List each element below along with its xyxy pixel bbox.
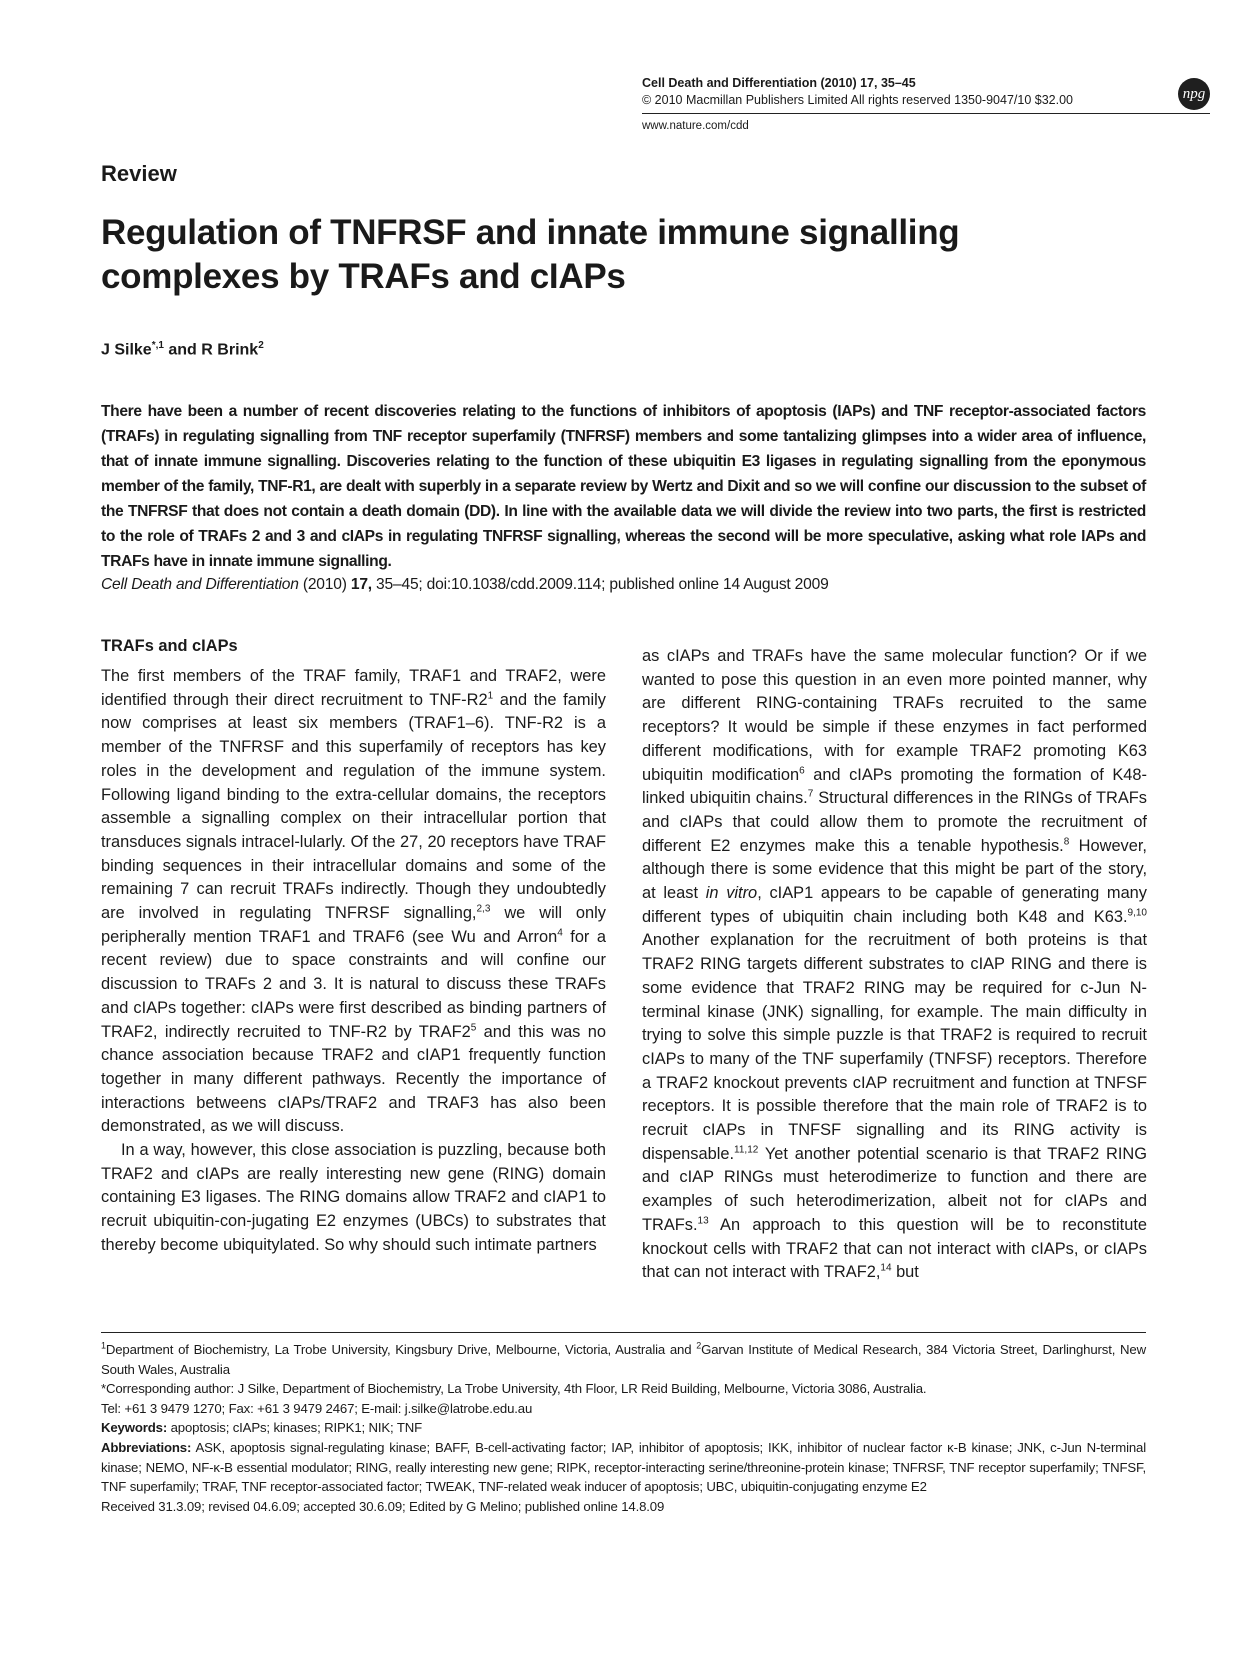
body-text: , cIAP1 appears to be capable of generating many different types of ubiquitin chain including both K48 and K63.	[642, 884, 1147, 926]
reference-mark[interactable]: 9,10	[1127, 907, 1147, 919]
citation-year: (2010)	[298, 576, 351, 593]
body-paragraph	[101, 665, 606, 1139]
reference-mark[interactable]: 13	[697, 1215, 709, 1227]
journal-citation: Cell Death and Differentiation (2010) 17, 35–45	[642, 76, 916, 90]
reference-mark[interactable]: 6	[799, 765, 805, 777]
copyright-line: © 2010 Macmillan Publishers Limited All rights reserved 1350-9047/10 $32.00	[642, 93, 1073, 107]
reference-mark[interactable]: 2,3	[476, 903, 491, 915]
body-text: we will only peripherally mention TRAF1 and TRAF6 (see Wu and Arron	[101, 904, 606, 946]
body-text: and the family now comprises at least six members (TRAF1–6). TNF-R2 is a member of the TNFRSF and this superfamily of receptors has key roles in the development and regulation of the immune system. Following ligand binding to the extra-cellular domains, the receptors assemble a signalling complex on their intracellular portion that transduces signals intracel-lularly. Of the 27, 20 receptors have TRAF binding sequences in their intracellular domains and some of the remaining 7 can recruit TRAFs indirectly. Though they undoubtedly are involved in regulating TNFRSF signalling,	[101, 690, 606, 923]
footer-divider	[101, 1332, 1146, 1333]
affiliations	[101, 1340, 1146, 1379]
reference-mark[interactable]: 4	[557, 927, 563, 939]
reference-mark[interactable]: 1	[487, 690, 494, 702]
reference-mark[interactable]: 14	[880, 1262, 892, 1274]
author-conjunction: and	[163, 341, 202, 359]
body-text: and cIAPs promoting the formation of K48-linked ubiquitin chains.	[642, 765, 1147, 808]
citation-details: 35–45; doi:10.1038/cdd.2009.114; published online 14 August 2009	[371, 576, 829, 593]
reference-mark[interactable]: 5	[470, 1022, 477, 1034]
npg-logo-icon: npg	[1178, 78, 1210, 110]
abstract: There have been a number of recent discoveries relating to the functions of inhibitors of apoptosis (IAPs) and TNF receptor-associated factors (TRAFs) in regulating signalling from TNF receptor superfamily (TNFRSF) members and some tantalizing glimpses into a wider area of influence, that of innate immune signalling. Discoveries relating to the function of these ubiquitin E3 ligases in regulating signalling from the eponymous member of the family, TNF-R1, are dealt with superbly in a separate review by Wertz and Dixit and so we will confine our discussion to the subset of the TNFRSF that does not contain a death domain (DD). In line with the available data we will divide the review into two parts, the first is restricted to the role of TRAFs 2 and 3 and cIAPs in regulating TNFRSF signalling, whereas the second will be more speculative, asking what role IAPs and TRAFs have in innate immune signalling.	[101, 403, 1146, 570]
body-text: However, although there is some evidence that this might be part of the story, at least	[642, 836, 1147, 903]
author-affil-mark: 2	[258, 340, 264, 351]
affiliation-text: Garvan Institute of Medical Research, 384 Victoria Street, Darlinghurst, New South Wales, Australia	[101, 1342, 1146, 1377]
keywords	[101, 1418, 1146, 1438]
affil-mark: 1	[101, 1340, 106, 1351]
author-list	[101, 340, 264, 359]
citation-volume: 17,	[350, 576, 372, 593]
section-label: Review	[101, 161, 177, 186]
received-dates: Received 31.3.09; revised 04.6.09; accepted 30.6.09; Edited by G Melino; published online 14.8.09	[101, 1498, 665, 1514]
body-text: for a recent review) due to space constraints and will confine our discussion to TRAFs 2 and 3. It is natural to discuss these TRAFs and cIAPs together: cIAPs were first described as binding partners of TRAF2, indirectly recruited to TNF-R2 by TRAF2	[101, 927, 606, 1041]
contact-info: Tel: +61 3 9479 1270; Fax: +61 3 9479 2467; E-mail: j.silke@latrobe.edu.au	[101, 1400, 533, 1416]
author-name: J Silke	[101, 341, 152, 359]
header-divider	[642, 113, 1210, 114]
corresponding-author: *Corresponding author: J Silke, Department of Biochemistry, La Trobe University, 4th Floor, LR Reid Building, Melbourne, Victoria 3086, Australia.	[101, 1381, 927, 1397]
body-text: Another explanation for the recruitment of both proteins is that TRAF2 RING targets different substrates to cIAP RING and there is some evidence that TRAF2 RING may be required for c-Jun N-terminal kinase (JNK) signalling, for example. The main difficulty in trying to solve this simple puzzle is that TRAF2 is required to recruit cIAPs to many of the TNF superfamily (TNFSF) receptors. Therefore a TRAF2 knockout prevents cIAP recruitment and function at TNFSF receptors. It is possible therefore that the main role of TRAF2 is to recruit cIAPs in TNFSF signalling and its RING activity is dispensable.	[642, 931, 1147, 1163]
abbreviations-label: Abbreviations:	[101, 1439, 192, 1455]
abbreviations-text: ASK, apoptosis signal-regulating kinase; BAFF, B-cell-activating factor; IAP, inhibitor of apoptosis; IKK, inhibitor of nuclear factor κ-B kinase; JNK, c-Jun N-terminal kinase; NEMO, NF-κ-B essential modulator; RING, really interesting new gene; RIPK, receptor-interacting serine/threonine-protein kinase; TNFRSF, TNF receptor superfamily; TNFSF, TNF superfamily; TRAF, TNF receptor-associated factor; TWEAK, TNF-related weak inducer of apoptosis; UBC, ubiquitin-conjugating enzyme E2	[101, 1439, 1146, 1495]
body-text: Yet another potential scenario is that TRAF2 RING and cIAP RINGs must heterodimerize to function and there are examples of such heterodimerization, albeit not for cIAPs and TRAFs.	[642, 1144, 1147, 1234]
affil-mark: 2	[696, 1340, 702, 1351]
body-text: but	[891, 1263, 919, 1282]
section-heading: TRAFs and cIAPs	[101, 637, 238, 655]
abbreviations	[101, 1438, 1146, 1497]
journal-header	[642, 75, 916, 91]
author-affil-mark: *,1	[151, 340, 164, 351]
journal-url[interactable]: www.nature.com/cdd	[642, 120, 749, 132]
reference-mark[interactable]: 8	[1063, 836, 1070, 848]
affiliation-text: Department of Biochemistry, La Trobe University, Kingsbury Drive, Melbourne, Victoria, Australia and	[105, 1342, 697, 1357]
author-name: R Brink	[201, 341, 259, 359]
body-paragraph	[642, 645, 1147, 1285]
article-title: Regulation of TNFRSF and innate immune signalling complexes by TRAFs and cIAPs	[101, 213, 960, 296]
reference-mark[interactable]: 7	[807, 788, 814, 800]
body-text: An approach to this question will be to reconstitute knockout cells with TRAF2 that can not interact with cIAPs, or cIAPs that can not interact with TRAF2,	[642, 1215, 1147, 1282]
citation-journal: Cell Death and Differentiation	[101, 576, 299, 593]
reference-mark[interactable]: 11,12	[734, 1144, 759, 1156]
article-citation	[101, 574, 829, 596]
footnotes	[101, 1340, 1146, 1516]
body-paragraph: In a way, however, this close association is puzzling, because both TRAF2 and cIAPs are really interesting new gene (RING) domain containing E3 ligases. The RING domains allow TRAF2 and cIAP1 to recruit ubiquitin-con-jugating E2 enzymes (UBCs) to substrates that thereby become ubiquitylated. So why should such intimate partners	[101, 1141, 606, 1254]
body-text: as cIAPs and TRAFs have the same molecular function? Or if we wanted to pose this question in an even more pointed manner, why are different RING-containing TRAFs recruited to the same receptors? It would be simple if these enzymes in fact performed different modifications, with for example TRAF2 promoting K63 ubiquitin modification	[642, 647, 1147, 784]
keywords-text: apoptosis; cIAPs; kinases; RIPK1; NIK; TNF	[167, 1420, 423, 1436]
right-column	[642, 645, 1147, 1285]
body-text: Structural differences in the RINGs of TRAFs and cIAPs that could allow them to promote the recruitment of different E2 enzymes make this a tenable hypothesis.	[642, 789, 1147, 855]
body-text: and this was no chance association because TRAF2 and cIAP1 frequently function together in many different pathways. Recently the importance of interactions betweens cIAPs/TRAF2 and TRAF3 has also been demonstrated, as we will discuss.	[101, 1022, 606, 1136]
body-text: The first members of the TRAF family, TRAF1 and TRAF2, were identified through their direct recruitment to TNF-R2	[101, 667, 606, 709]
body-text-italic: in vitro	[705, 884, 758, 903]
keywords-label: Keywords:	[101, 1420, 168, 1436]
left-column	[101, 665, 606, 1258]
